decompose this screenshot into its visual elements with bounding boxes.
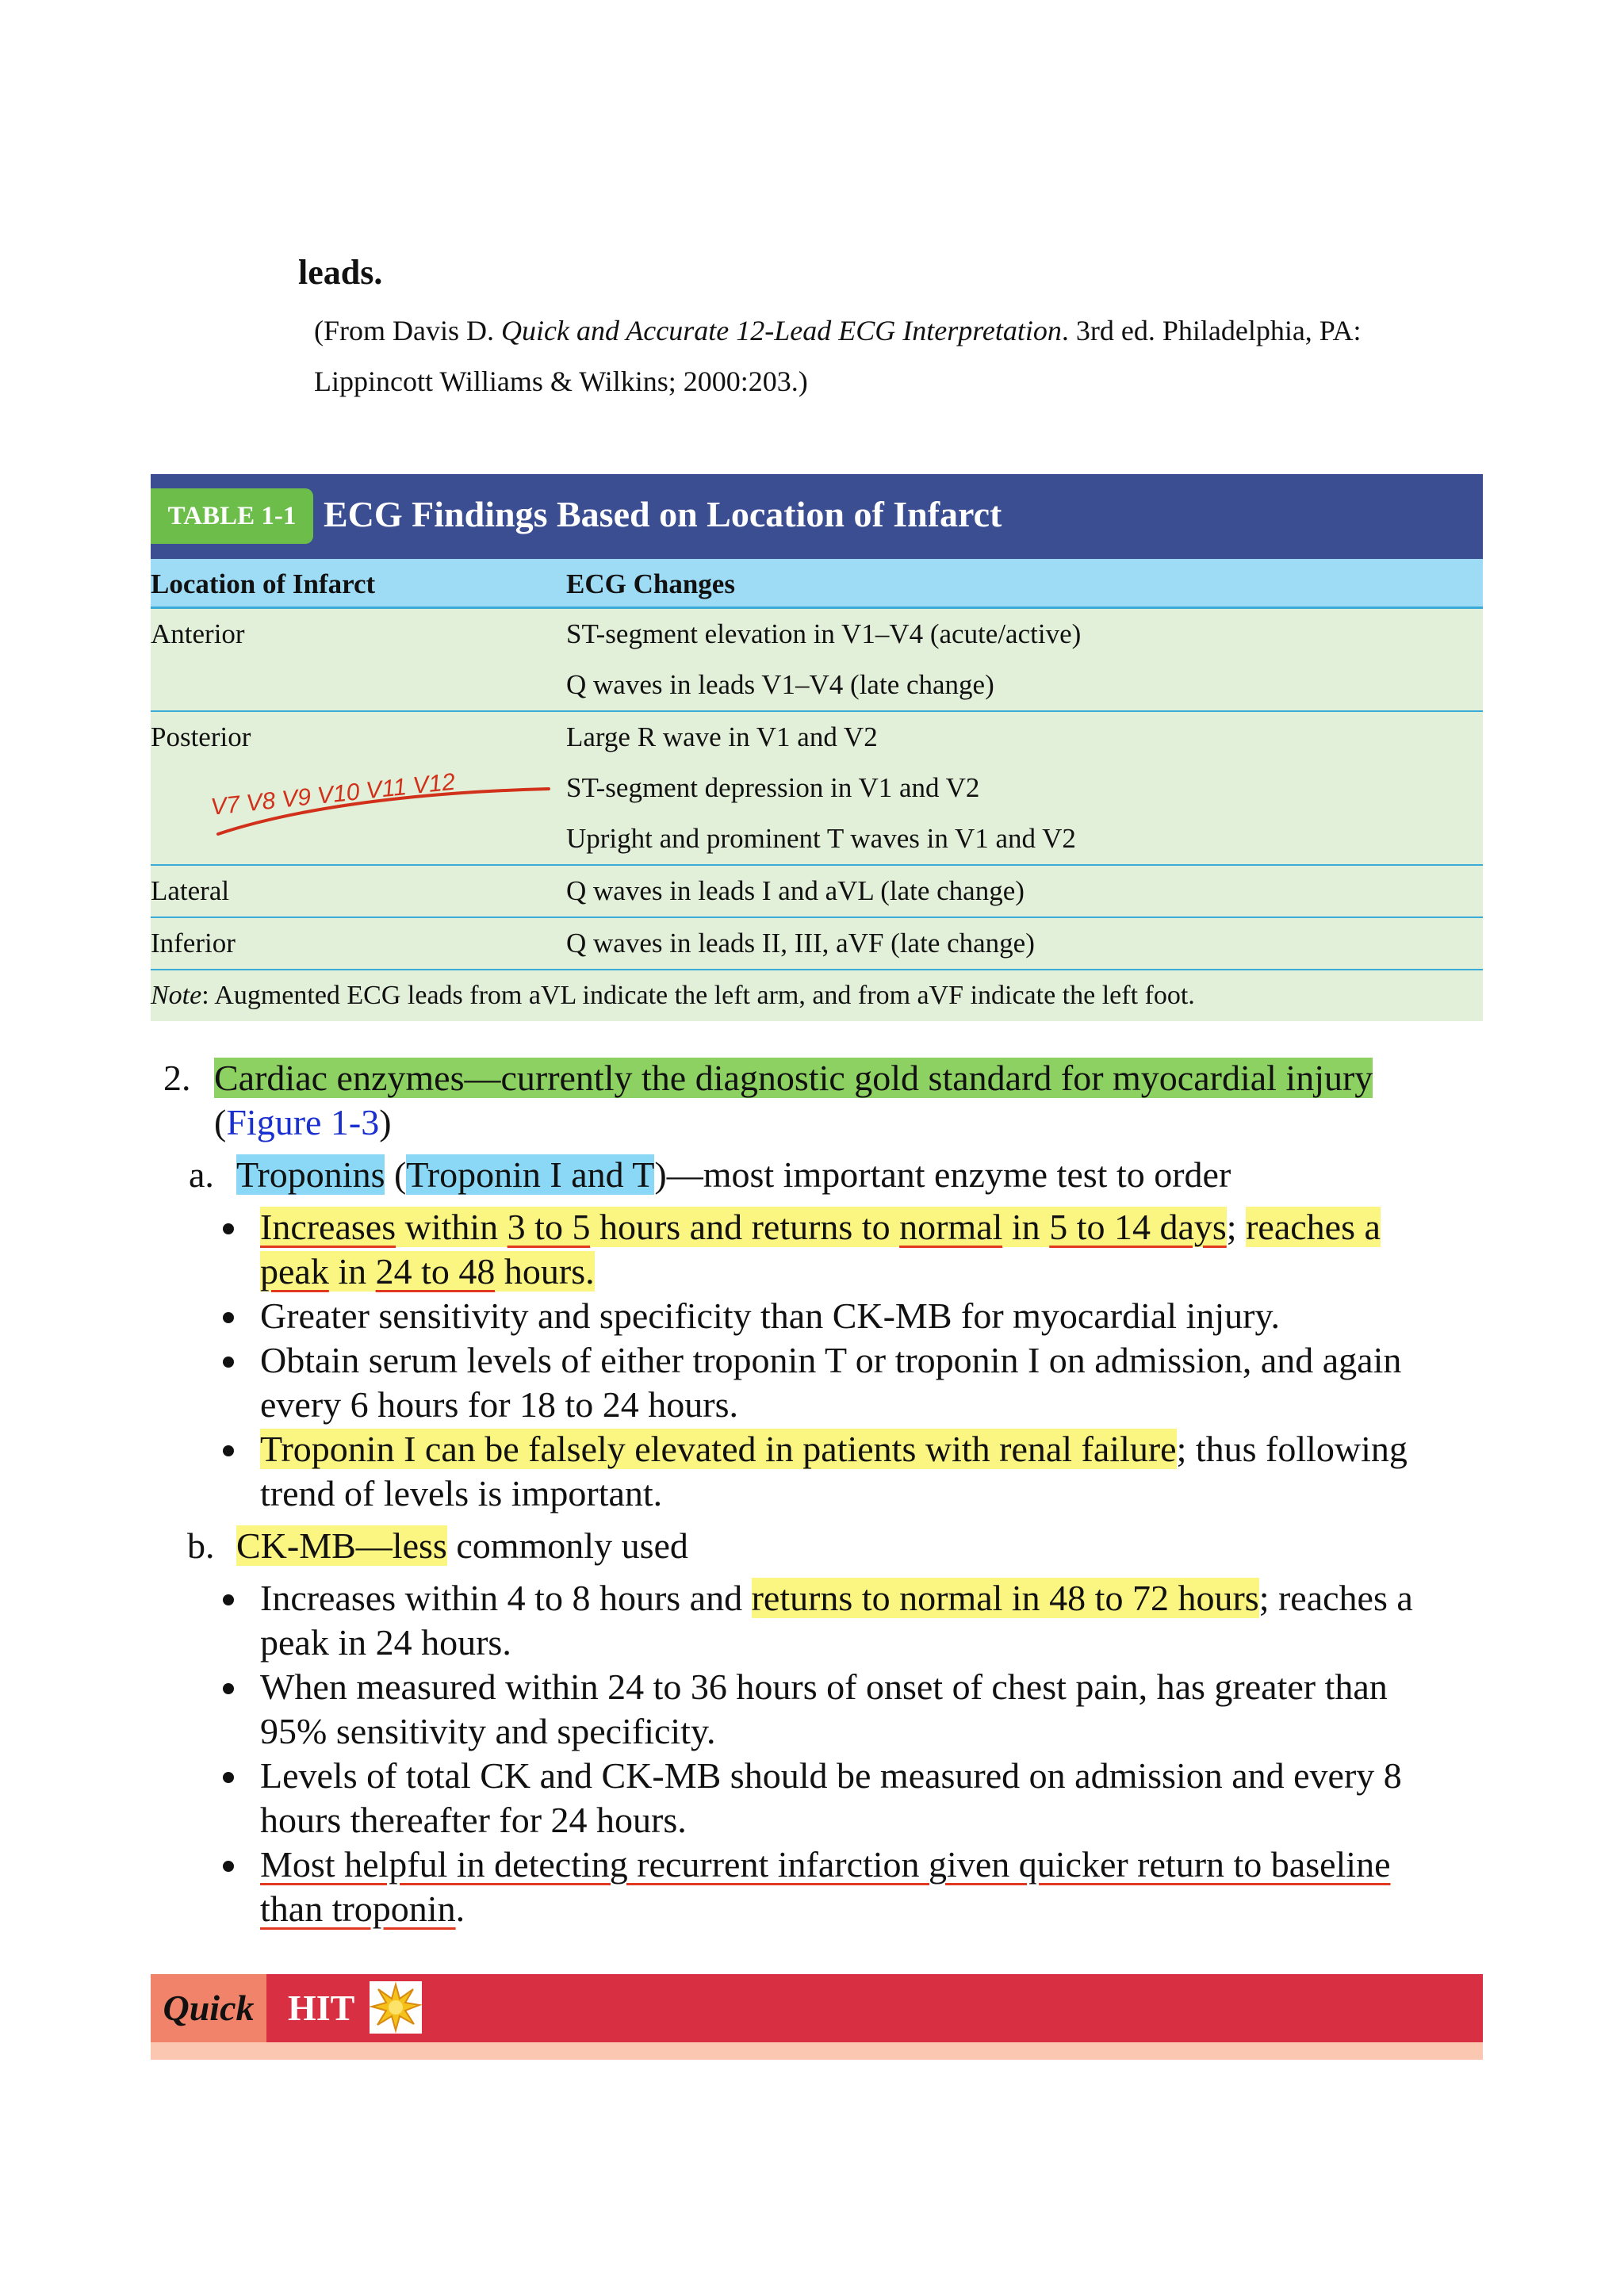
location-cell: Posterior xyxy=(151,721,251,752)
location-cell: Lateral xyxy=(151,875,230,906)
bullet-icon xyxy=(223,1312,234,1323)
cardiac-enzymes-heading: Cardiac enzymes—currently the diagnostic gold standard for myocardial injury xyxy=(214,1058,1373,1098)
bullet-icon xyxy=(223,1223,234,1234)
starburst-icon xyxy=(370,1981,422,2034)
troponin-bullet-3-cont: every 6 hours for 18 to 24 hours. xyxy=(260,1384,739,1425)
change-cell: Q waves in leads I and aVL (late change) xyxy=(566,875,1025,906)
list-number-2: 2. xyxy=(163,1058,191,1098)
ck-mb-bullet-3-cont: hours thereafter for 24 hours. xyxy=(260,1800,687,1840)
hit-label: HIT xyxy=(288,1988,355,2028)
quick-hit-underbar xyxy=(151,2042,1483,2060)
troponin-bullet-1-cont: peak in 24 to 48 hours. xyxy=(260,1251,595,1292)
caption-tail: leads. xyxy=(298,253,383,292)
troponin-bullet-4: Troponin I can be falsely elevated in patients with renal failure; thus following xyxy=(260,1429,1408,1469)
change-cell: Q waves in leads II, III, aVF (late change) xyxy=(566,928,1035,959)
ck-mb-bullet-4: Most helpful in detecting recurrent infarction given quicker return to baseline xyxy=(260,1844,1391,1885)
change-cell: Large R wave in V1 and V2 xyxy=(566,721,878,752)
ck-mb-bullet-1: Increases within 4 to 8 hours and returns to normal in 48 to 72 hours; reaches a xyxy=(260,1578,1413,1618)
table-column-headers xyxy=(151,559,1483,609)
ck-mb-bullet-3: Levels of total CK and CK-MB should be measured on admission and every 8 xyxy=(260,1755,1402,1796)
figure-source-citation: (From Davis D. Quick and Accurate 12-Lead ECG Interpretation. 3rd ed. Philadelphia, PA: Lippincott Williams & Wilkins; 2000:203.) xyxy=(314,315,1362,397)
source-book-title: Quick and Accurate 12-Lead ECG Interpretation xyxy=(501,315,1062,346)
bullet-icon xyxy=(223,1594,234,1605)
table-title: ECG Findings Based on Location of Infarct xyxy=(324,494,1002,534)
ck-mb-heading: CK-MB—less commonly used xyxy=(236,1525,688,1566)
table-number-badge: TABLE 1-1 xyxy=(151,488,313,544)
troponin-bullet-2: Greater sensitivity and specificity than CK-MB for myocardial injury. xyxy=(260,1295,1280,1336)
troponins-heading: Troponins (Troponin I and T)—most important enzyme test to order xyxy=(236,1154,1231,1195)
handwritten-lead-annotation xyxy=(202,745,551,848)
troponin-bullet-4-cont: trend of levels is important. xyxy=(260,1473,663,1513)
location-cell: Anterior xyxy=(151,618,245,649)
figure-reference: (Figure 1-3) xyxy=(214,1102,392,1142)
quick-hit-banner xyxy=(151,1974,1483,2042)
table-row-anterior xyxy=(151,609,1483,712)
table-footnote: Note: Augmented ECG leads from aVL indicate the left arm, and from aVF indicate the left foot. xyxy=(151,970,1483,1021)
bullet-icon xyxy=(223,1445,234,1456)
change-cell: ST-segment depression in V1 and V2 xyxy=(566,772,980,803)
troponin-bullet-1: Increases within 3 to 5 hours and returns to normal in 5 to 14 days; reaches a xyxy=(260,1207,1381,1247)
bullet-icon xyxy=(223,1683,234,1694)
bullet-icon xyxy=(223,1861,234,1872)
troponin-bullet-3: Obtain serum levels of either troponin T or troponin I on admission, and again xyxy=(260,1340,1402,1380)
location-cell: Inferior xyxy=(151,928,236,959)
ck-mb-bullet-1-cont: peak in 24 hours. xyxy=(260,1622,511,1663)
change-cell: Upright and prominent T waves in V1 and V2 xyxy=(566,823,1076,854)
bullet-icon xyxy=(223,1772,234,1783)
table-title-bar xyxy=(151,474,1483,559)
list-letter-a: a. xyxy=(189,1154,214,1195)
figure-1-3-link[interactable]: Figure 1-3 xyxy=(226,1102,380,1142)
change-cell: Q waves in leads V1–V4 (late change) xyxy=(566,669,994,700)
quick-label: Quick xyxy=(151,1974,266,2042)
ck-mb-bullet-4-cont: than troponin. xyxy=(260,1888,465,1929)
column-header-location: Location of Infarct xyxy=(151,568,376,599)
ck-mb-bullet-2-cont: 95% sensitivity and specificity. xyxy=(260,1711,716,1751)
table-row-lateral xyxy=(151,866,1483,918)
svg-text:V7 V8 V9 V10 V11 V12: V7 V8 V9 V10 V11 V12 xyxy=(209,768,457,821)
list-letter-b: b. xyxy=(187,1525,215,1566)
change-cell: ST-segment elevation in V1–V4 (acute/active) xyxy=(566,618,1082,649)
table-row-inferior xyxy=(151,918,1483,970)
ck-mb-bullet-2: When measured within 24 to 36 hours of onset of chest pain, has greater than xyxy=(260,1667,1388,1707)
bullet-icon xyxy=(223,1357,234,1368)
column-header-ecg-changes: ECG Changes xyxy=(566,568,735,599)
